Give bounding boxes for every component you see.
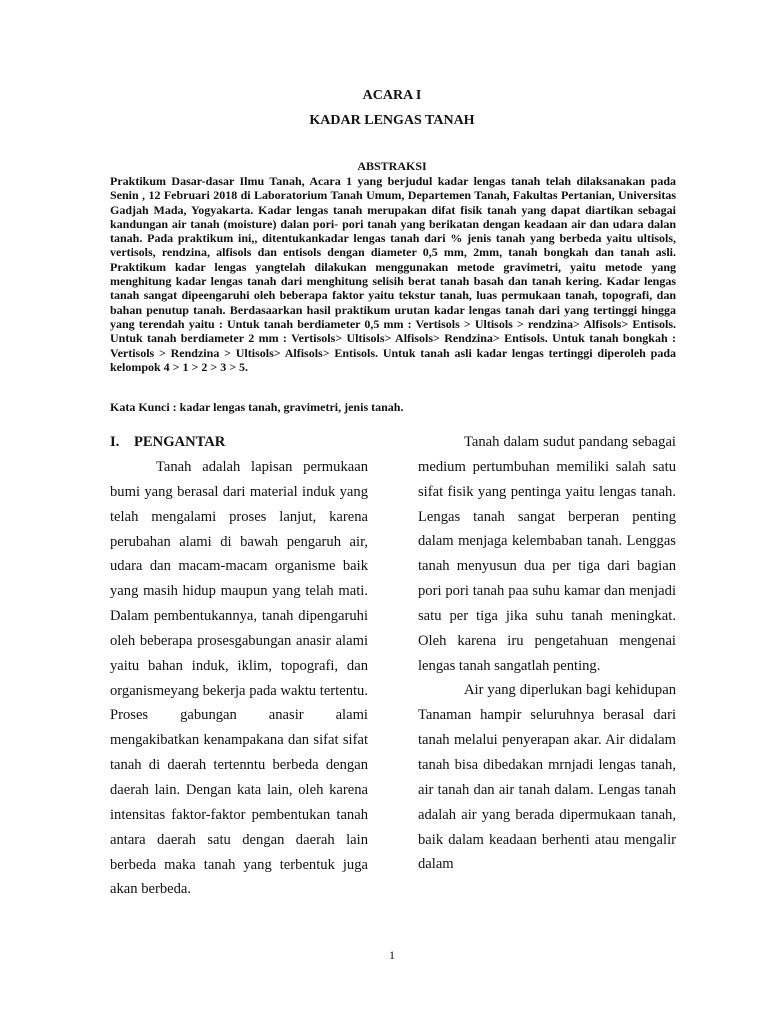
section-title: PENGANTAR (134, 434, 226, 450)
page-title: ACARA I (362, 88, 422, 103)
abstract-heading: ABSTRAKSI (357, 159, 427, 173)
abstract-text: Praktikum Dasar-dasar Ilmu Tanah, Acara 1 yang berjudul kadar lengas tanah telah dilaksanakan pada Senin , 12 Februari 2018 di Laboratorium Tanah Umum, Departemen Tanah, Fakultas Pertanian, Universitas Gadjah Mada, Yogyakarta. Kadar lengas tanah merupakan difat fisik tanah yang dapat diartikan sebagai kandungan air tanah (moisture) dalan pori- pori tanah yang berikatan dengan keadaan air dan udara dalan tanah. Pada praktikum ini,, ditentukankadar lengas tanah dari % jenis tanah yang berbeda yaitu ultisols, vertisols, rendzina, alfisols dan entisols dengan diameter 0,5 mm, 2mm, tanah bongkah dan tanah asli. Praktikum kadar lengas yangtelah dilakukan menggunakan metode gravimetri, yaitu metode yang menghitung kadar lengas tanah dari menghitung selisih berat tanah basah dan tanah kering. Kadar lengas tanah sangat dipeengaruhi oleh beberapa faktor yaitu tekstur tanah, luas permukaan tanah, topografi, dan bahan penutup tanah. Berdasaarkan hasil praktikum urutan kadar lengas tanah dari yang tertinggi hingga yang terendah yaitu : Untuk tanah berdiameter 0,5 mm : Vertisols > Ultisols > rendzina> Alfisols> Entisols. Untuk tanah berdiameter 2 mm : Vertisols> Ultisols> Alfisols> Rendzina> Entisols. Untuk tanah bongkah : Vertisols > Rendzina > Ultisols> Alfisols> Entisols. Untuk tanah asli kadar lengas tertinggi diperoleh pada kelompok 4 > 1 > 2 > 3 > 5. (110, 174, 676, 374)
paragraph: Tanah adalah lapisan permukaan bumi yang berasal dari material induk yang telah mengalami proses lanjut, karena perubahan alami di bawah pengaruh air, udara dan macam-macam organisme baik yang masih hidup maupun yang telah mati. Dalam pembentukannya, tanah dipengaruhi oleh beberapa prosesgabungan anasir alami yaitu bahan induk, iklim, topografi, dan organismeyang bekerja pada waktu tertentu. Proses gabungan anasir alami mengakibatkan kenampakana dan sifat sifat tanah di daerah tertenntu berbeda dengan daerah lain. Dengan kata lain, oleh karena intensitas faktor-faktor pembentukan tanah antara daerah satu dengan daerah lain berbeda maka tanah yang terbentuk juga akan berbeda. (110, 459, 368, 898)
left-column (110, 430, 368, 902)
section-number: I. (110, 434, 120, 450)
paragraph: Tanah dalam sudut pandang sebagai medium pertumbuhan memiliki salah satu sifat fisik yang pentinga yaitu lengas tanah. Lengas tanah sangat berperan penting dalam menjaga kelembaban tanah. Lenggas tanah menyusun dua per tiga dari bagian pori pori tanah paa suhu kamar dan menjadi satu per tiga jika suhu tanah meningkat. Oleh karena iru pengetahuan mengenai lengas tanah sangatlah penting. (418, 434, 676, 674)
page-number: 1 (389, 948, 395, 962)
page-subtitle: KADAR LENGAS TANAH (309, 113, 475, 128)
keywords: Kata Kunci : kadar lengas tanah, gravimetri, jenis tanah. (110, 400, 404, 414)
paragraph: Air yang diperlukan bagi kehidupan (464, 682, 676, 699)
section-heading (110, 430, 368, 455)
right-column (418, 430, 676, 877)
paragraph: Tanaman hampir seluruhnya berasal dari tanah melalui penyerapan akar. Air didalam tanah bisa dibedakan mrnjadi lengas tanah, air tanah dan air tanah dalam. Lengas tanah adalah air yang berada dipermukaan tanah, baik dalam keadaan berhenti atau mengalir dalam (418, 707, 676, 873)
